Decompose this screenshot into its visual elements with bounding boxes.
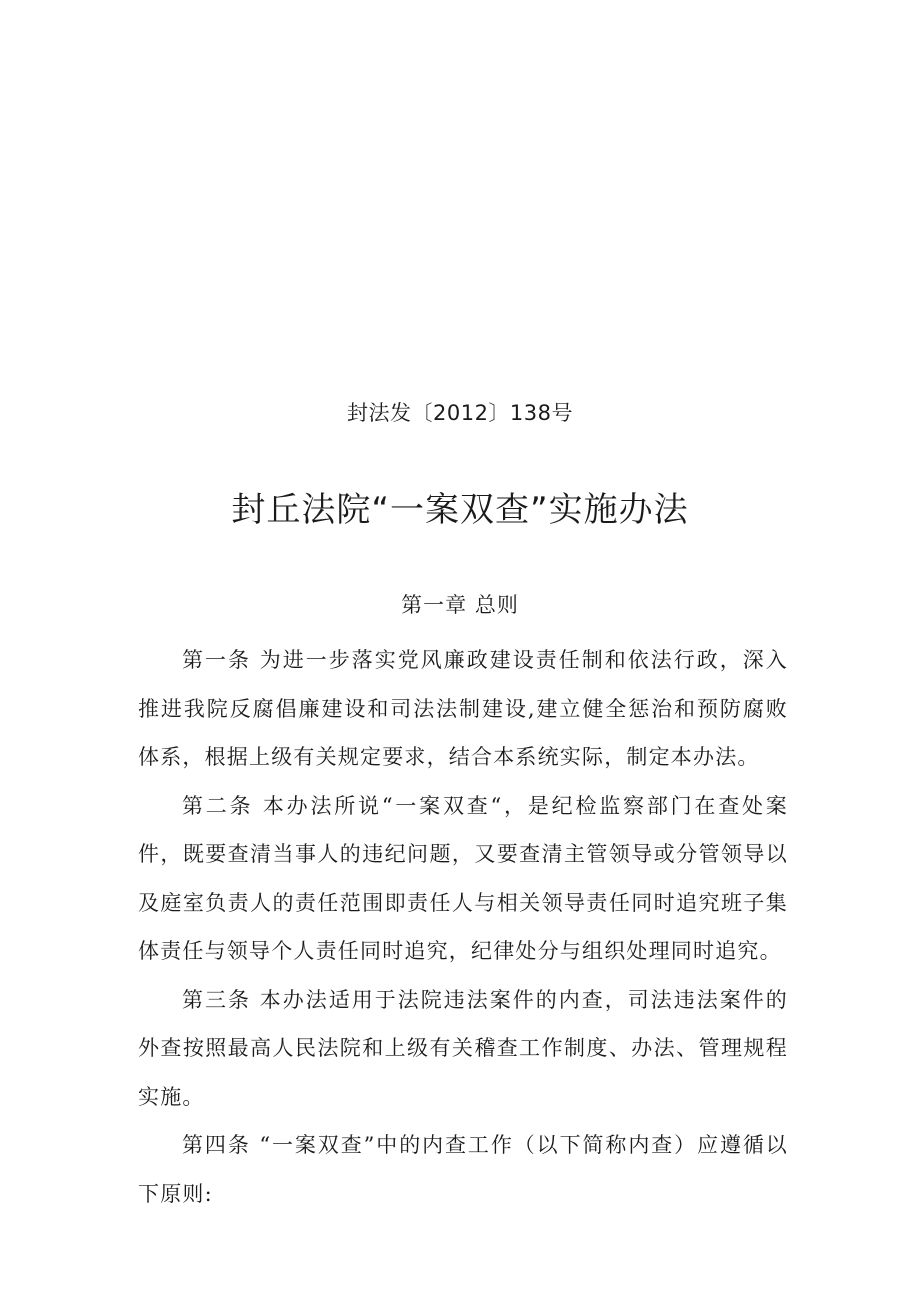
- document-title: 封丘法院“一案双查”实施办法: [231, 490, 689, 530]
- article-1: 第一条 为进一步落实党风廉政建设责任制和依法行政，深入推进我院反腐倡廉建设和司法法制建设,建立健全惩治和预防腐败体系，根据上级有关规定要求，结合本系统实际，制定本办法。: [138, 648, 788, 769]
- article-2: 第二条 本办法所说“一案双查“，是纪检监察部门在查处案件，既要查清当事人的违纪问题，又要查清主管领导或分管领导以及庭室负责人的责任范围即责任人与相关领导责任同时追究班子集体责任与领导个人责任同时追究，纪律处分与组织处理同时追究。: [138, 793, 788, 963]
- chapter-heading: 第一章 总则: [401, 593, 519, 617]
- article-4: 第四条 “一案双查”中的内查工作（以下简称内查）应遵循以下原则:: [138, 1133, 788, 1206]
- document-body: [138, 636, 788, 1218]
- document-number: 封法发〔2012〕138号: [346, 401, 574, 425]
- article-3: 第三条 本办法适用于法院违法案件的内查，司法违法案件的外查按照最高人民法院和上级有关稽查工作制度、办法、管理规程实施。: [138, 987, 788, 1109]
